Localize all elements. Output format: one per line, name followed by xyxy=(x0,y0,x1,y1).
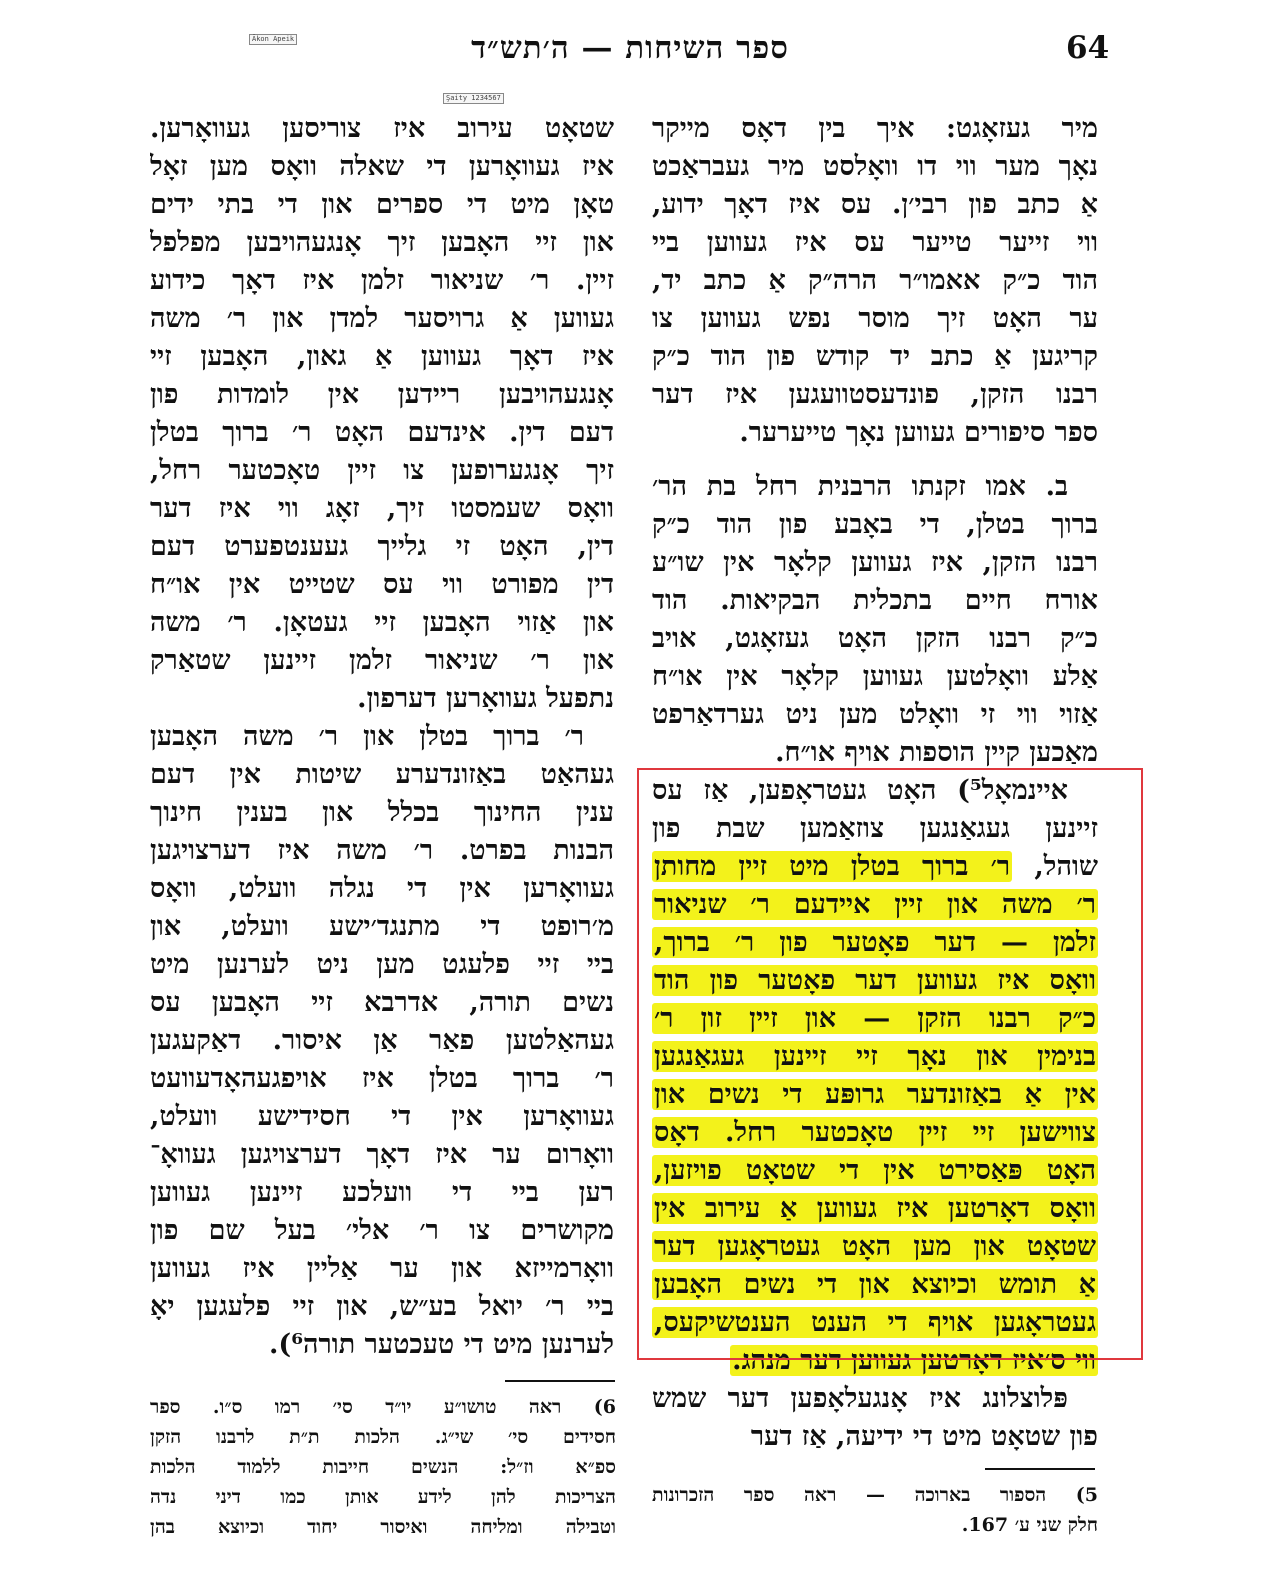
text-line: אורח חיים בתכלית הבקיאות. הוד xyxy=(652,585,1098,616)
text-line: ר׳ ברוך בטלן און ר׳ משה האָבען xyxy=(150,721,584,752)
text-line: געוואָרען אין די נגלה וועלט, וואָס xyxy=(150,873,614,904)
text-line: כ״ק רבנו הזקן האָט געזאָגט, אויב xyxy=(652,623,1098,654)
text-line: פּלוצלונג איז אָנגעלאָפען דער שמש xyxy=(652,1383,1068,1414)
highlighted-text: וואָס דאָרטען איז געווען אַ עירוב אין xyxy=(654,1193,1096,1224)
text-line: מ׳רופט די מתנגד׳ישע וועלט, און xyxy=(150,911,614,942)
text-line: רען ביי די וועלכע זיינען געווען xyxy=(150,1177,614,1208)
footnote-line: הצריכות להן לידע אותן כמו דיני נדה xyxy=(150,1486,616,1508)
text-line: איינמאָל⁵) האָט געטראָפען, אַז עס xyxy=(652,775,1068,806)
text-line: דעם דין. אינדעם האָט ר׳ ברוך בטלן xyxy=(150,417,614,448)
text-line: נתפעל געוואָרען דערפון. xyxy=(357,683,614,714)
footnote-line: וטבילה ומליחה ואיסור יחוד וכיוצא בהן xyxy=(150,1516,616,1538)
text-line: מקושרים צו ר׳ אלי׳ בעל שם פון xyxy=(150,1215,614,1246)
plain-text: שוהל, xyxy=(1012,851,1098,882)
text-line: מאַכען קיין הוספות אויף או״ח. xyxy=(775,737,1098,768)
text-line: און ר׳ שניאור זלמן זיינען שטאַרק xyxy=(150,645,614,676)
text-line: ביי ר׳ יואל בע״ש, און זיי פלעגען יאָ xyxy=(150,1291,614,1322)
text-line: און אַזוי האָבען זיי געטאָן. ר׳ משה xyxy=(150,607,614,638)
highlighted-text: זלמן — דער פאָטער פון ר׳ ברוך, xyxy=(654,927,1096,958)
text-line: הוד כ״ק אאמו״ר הרה״ק אַ כתב יד, xyxy=(652,265,1098,296)
page-number: 64 xyxy=(1066,30,1110,66)
text-line: זיינען געגאַנגען צוזאַמען שבת פון xyxy=(652,813,1098,844)
footnote-line: 5) הספור בארוכה — ראה ספר הזכרונות xyxy=(652,1484,1098,1506)
scan-label-a: Ākon Apeik xyxy=(249,34,297,45)
highlighted-text: אַ תומש וכיוצא און די נשים האָבען xyxy=(654,1269,1096,1300)
text-line: אַ כתב פון רבי׳ן. עס איז דאָך ידוע, xyxy=(652,189,1098,220)
text-line: אַזוי ווי זי וואָלט מען ניט גערדאַרפט xyxy=(652,699,1098,730)
text-line: ער האָט זיך מוסר נפש געווען צו xyxy=(652,303,1098,334)
text-line: ברוך בטלן, די באָבע פון הוד כ״ק xyxy=(652,509,1098,540)
footnote-line: ספ״א וז״ל: הנשים חייבות ללמוד הלכות xyxy=(150,1456,616,1478)
footnote-5 xyxy=(652,1480,1098,1540)
text-line: וואָרמייזא און ער אַליין איז געווען xyxy=(150,1253,614,1284)
footnote-6 xyxy=(150,1392,616,1542)
text-line: וואָס שעמסטו זיך, זאָג ווי איז דער xyxy=(150,493,614,524)
text-line: ב. אמו זקנתו הרבנית רחל בת הר׳ xyxy=(652,471,1068,502)
highlighted-text: אין אַ באַזונדער גרופּע די נשים און xyxy=(654,1079,1096,1110)
footnote-line: 6) ראה טושו״ע יו״ד סי׳ רמו ס״ו. ספר xyxy=(150,1396,616,1418)
footnote-divider xyxy=(985,1468,1095,1470)
text-line: געהאַלטען פאַר אַן איסור. דאַקעגען xyxy=(150,1025,614,1056)
text-line: ר׳ ברוך בטלן איז אויפגעהאָדעוועט xyxy=(150,1063,614,1094)
text-line: ספר סיפורים געווען נאָך טייערער. xyxy=(739,417,1098,448)
text-line: איז געוואָרען די שאלה וואָס מען זאָל xyxy=(150,151,614,182)
text-line: רבנו הזקן, איז געווען קלאָר אין שו״ע xyxy=(652,547,1098,578)
text-line: ביי זיי פלעגט מען ניט לערנען מיט xyxy=(150,949,614,980)
highlighted-text: ר׳ ברוך בטלן מיט זיין מחותן xyxy=(654,851,1011,882)
paragraph-gap xyxy=(652,452,1098,468)
annotation-box xyxy=(637,768,1143,1360)
text-line: הבנות בפרט. ר׳ משה איז דערצויגען xyxy=(150,835,614,866)
text-line: דין, האָט זי גלייך געענטפערט דעם xyxy=(150,531,614,562)
text-line: געוואָרען אין די חסידישע וועלט, xyxy=(150,1101,614,1132)
text-line: שטאָט עירוב איז צוריסען געוואָרען. xyxy=(150,113,614,144)
footnote-line: חסידים סי׳ שי״ג. הלכות ת״ת לרבנו הזקן xyxy=(150,1426,616,1448)
text-line: רבנו הזקן, פונדעסטוועגען איז דער xyxy=(652,379,1098,410)
highlighted-text: כ״ק רבנו הזקן — און זיין זון ר׳ xyxy=(654,1003,1096,1034)
left-column xyxy=(150,110,614,1364)
text-line: לערנען מיט די טעכטער תורה⁶). xyxy=(269,1329,614,1360)
text-line: ענין החינוך בכלל און בענין חינוך xyxy=(150,797,614,828)
text-line: ווי זייער טייער עס איז געווען ביי xyxy=(652,227,1098,258)
text-line: פון שטאָט מיט די ידיעה, אַז דער xyxy=(750,1421,1098,1452)
text-line: אָנגעהויבען ריידען אין לומדות פון xyxy=(150,379,614,410)
text-line: זיין. ר׳ שניאור זלמן איז דאָך כידוע xyxy=(150,265,614,296)
highlighted-text: געטראָגען אויף די הענט הענטשיקעס, xyxy=(654,1307,1096,1338)
text-line: נשים תורה, אדרבא זיי האָבען עס xyxy=(150,987,614,1018)
highlighted-text: ר׳ משה און זיין איידעם ר׳ שניאור xyxy=(654,889,1096,920)
footnote-divider xyxy=(505,1380,615,1382)
highlighted-text: ווי ס׳איז דאָרטען געווען דער מנהג. xyxy=(732,1345,1096,1376)
text-line: נאָך מער ווי דו וואָלסט מיר געבראַכט xyxy=(652,151,1098,182)
text-line: זיך אָנגערופען צו זיין טאָכטער רחל, xyxy=(150,455,614,486)
text-line: קריגען אַ כתב יד קודש פון הוד כ״ק xyxy=(652,341,1098,372)
text-line: דין מפורט ווי עס שטייט אין או״ח xyxy=(150,569,614,600)
highlighted-text: בנימין און נאָך זיי זיינען געגאַנגען xyxy=(654,1041,1096,1072)
text-line: מיר געזאָגט: איך בין דאָס מייקר xyxy=(652,113,1098,144)
text-line: אַלע וואָלטען געווען קלאָר אין או״ח xyxy=(652,661,1098,692)
highlighted-text: שטאָט און מען האָט געטראָגען דער xyxy=(654,1231,1096,1262)
text-line: געהאַט באַזונדערע שיטות אין דעם xyxy=(150,759,614,790)
highlighted-text: וואָס איז געווען דער פאָטער פון הוד xyxy=(654,965,1096,996)
highlighted-text: צווישען זיי זיין טאָכטער רחל. דאָס xyxy=(654,1117,1096,1148)
text-line: וואָרום ער איז דאָך דערצויגען געוואָ־ xyxy=(150,1139,614,1170)
text-line: איז דאָך געווען אַ גאון, האָבען זיי xyxy=(150,341,614,372)
text-line: און זיי האָבען זיך אָנגעהויבען מפלפל xyxy=(150,227,614,258)
text-line: טאָן מיט די ספרים און די בתי ידים xyxy=(150,189,614,220)
footnote-line: חלק שני ע׳ 167. xyxy=(961,1514,1098,1536)
page-title: ספר השיחות — ה׳תש״ד xyxy=(471,30,789,66)
highlighted-text: האָט פּאַסירט אין די שטאָט פויזען, xyxy=(654,1155,1096,1186)
scan-label-b: Şaity 1234567 xyxy=(443,93,504,104)
text-line: געווען אַ גרויסער למדן און ר׳ משה xyxy=(150,303,614,334)
